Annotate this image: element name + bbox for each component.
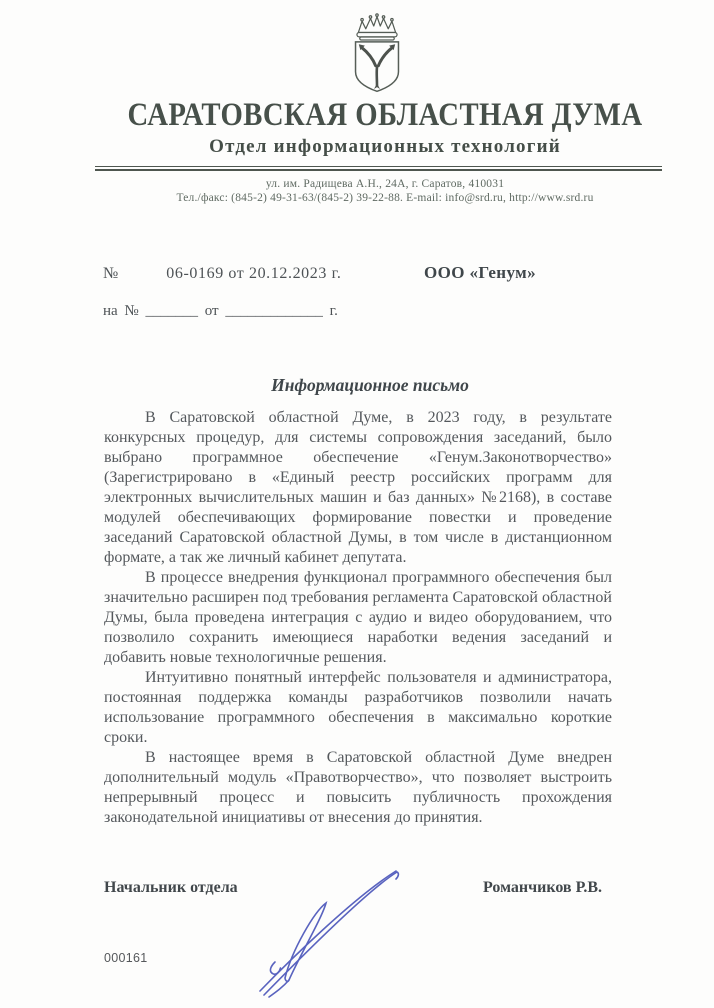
- reference-number-row: [103, 265, 342, 283]
- org-name: САРАТОВСКАЯ ОБЛАСТНАЯ ДУМА: [127, 97, 643, 133]
- saratov-coat-of-arms-icon: [349, 10, 405, 98]
- signer-name: Романчиков Р.В.: [483, 879, 603, 896]
- paragraph-1: В Саратовской областной Думе, в 2023 году, в результате конкурсных процедур, для системы сопровождения заседаний, было выбрано программное обеспечение «Генум.Законотворчество» (Зарегистрировано в «Единый реестр российских программ для электронных вычислительных машин и баз данных» №2168), в составе модулей обеспечивающих формирование повестки и проведение заседаний Саратовской областной Думы, в том числе в дистанционном формате, а так же личный кабинет депутата.: [104, 409, 612, 566]
- paragraph-4: В настоящее время в Саратовской областной Думе внедрен дополнительный модуль «Правотворчество», что позволяет выстроить непрерывный процесс и повысить публичность прохождения законодательной инициативы от внесения до принятия.: [104, 749, 612, 826]
- handwritten-signature-icon: [248, 850, 408, 1006]
- doc-code: 000161: [104, 951, 148, 965]
- department-name: Отдел информационных технологий: [209, 136, 561, 157]
- letter-title: Информационное письмо: [271, 375, 469, 395]
- ref-number-label: №: [103, 265, 119, 282]
- paragraph-2: В процессе внедрения функционал программного обеспечения был значительно расширен под требования регламента Саратовской областной Думы, была проведена интеграция с аудио и видео оборудованием, что позволило сохранить имеющиеся наработки ведения заседаний и добавить новые технологичные решения.: [104, 569, 612, 666]
- header-divider: [95, 166, 662, 171]
- address-line-2: Тел./факс: (845-2) 49-31-63/(845-2) 39-22-88. E-mail: info@srd.ru, http://www.srd.ru: [176, 192, 594, 204]
- signer-position: Начальник отдела: [104, 879, 238, 896]
- recipient: ООО «Генум»: [424, 263, 537, 282]
- ref-number-value: 06-0169 от 20.12.2023 г.: [166, 265, 342, 282]
- address-line-1: ул. им. Радищева А.Н., 24А, г. Саратов, 410031: [265, 178, 505, 190]
- reply-reference-row: на № _______ от _____________ г.: [103, 303, 338, 319]
- paragraph-3: Интуитивно понятный интерфейс пользователя и администратора, постоянная поддержка команды разработчиков позволили начать использование программного обеспечения в максимально короткие сроки.: [104, 669, 612, 746]
- letter-body: [104, 408, 612, 828]
